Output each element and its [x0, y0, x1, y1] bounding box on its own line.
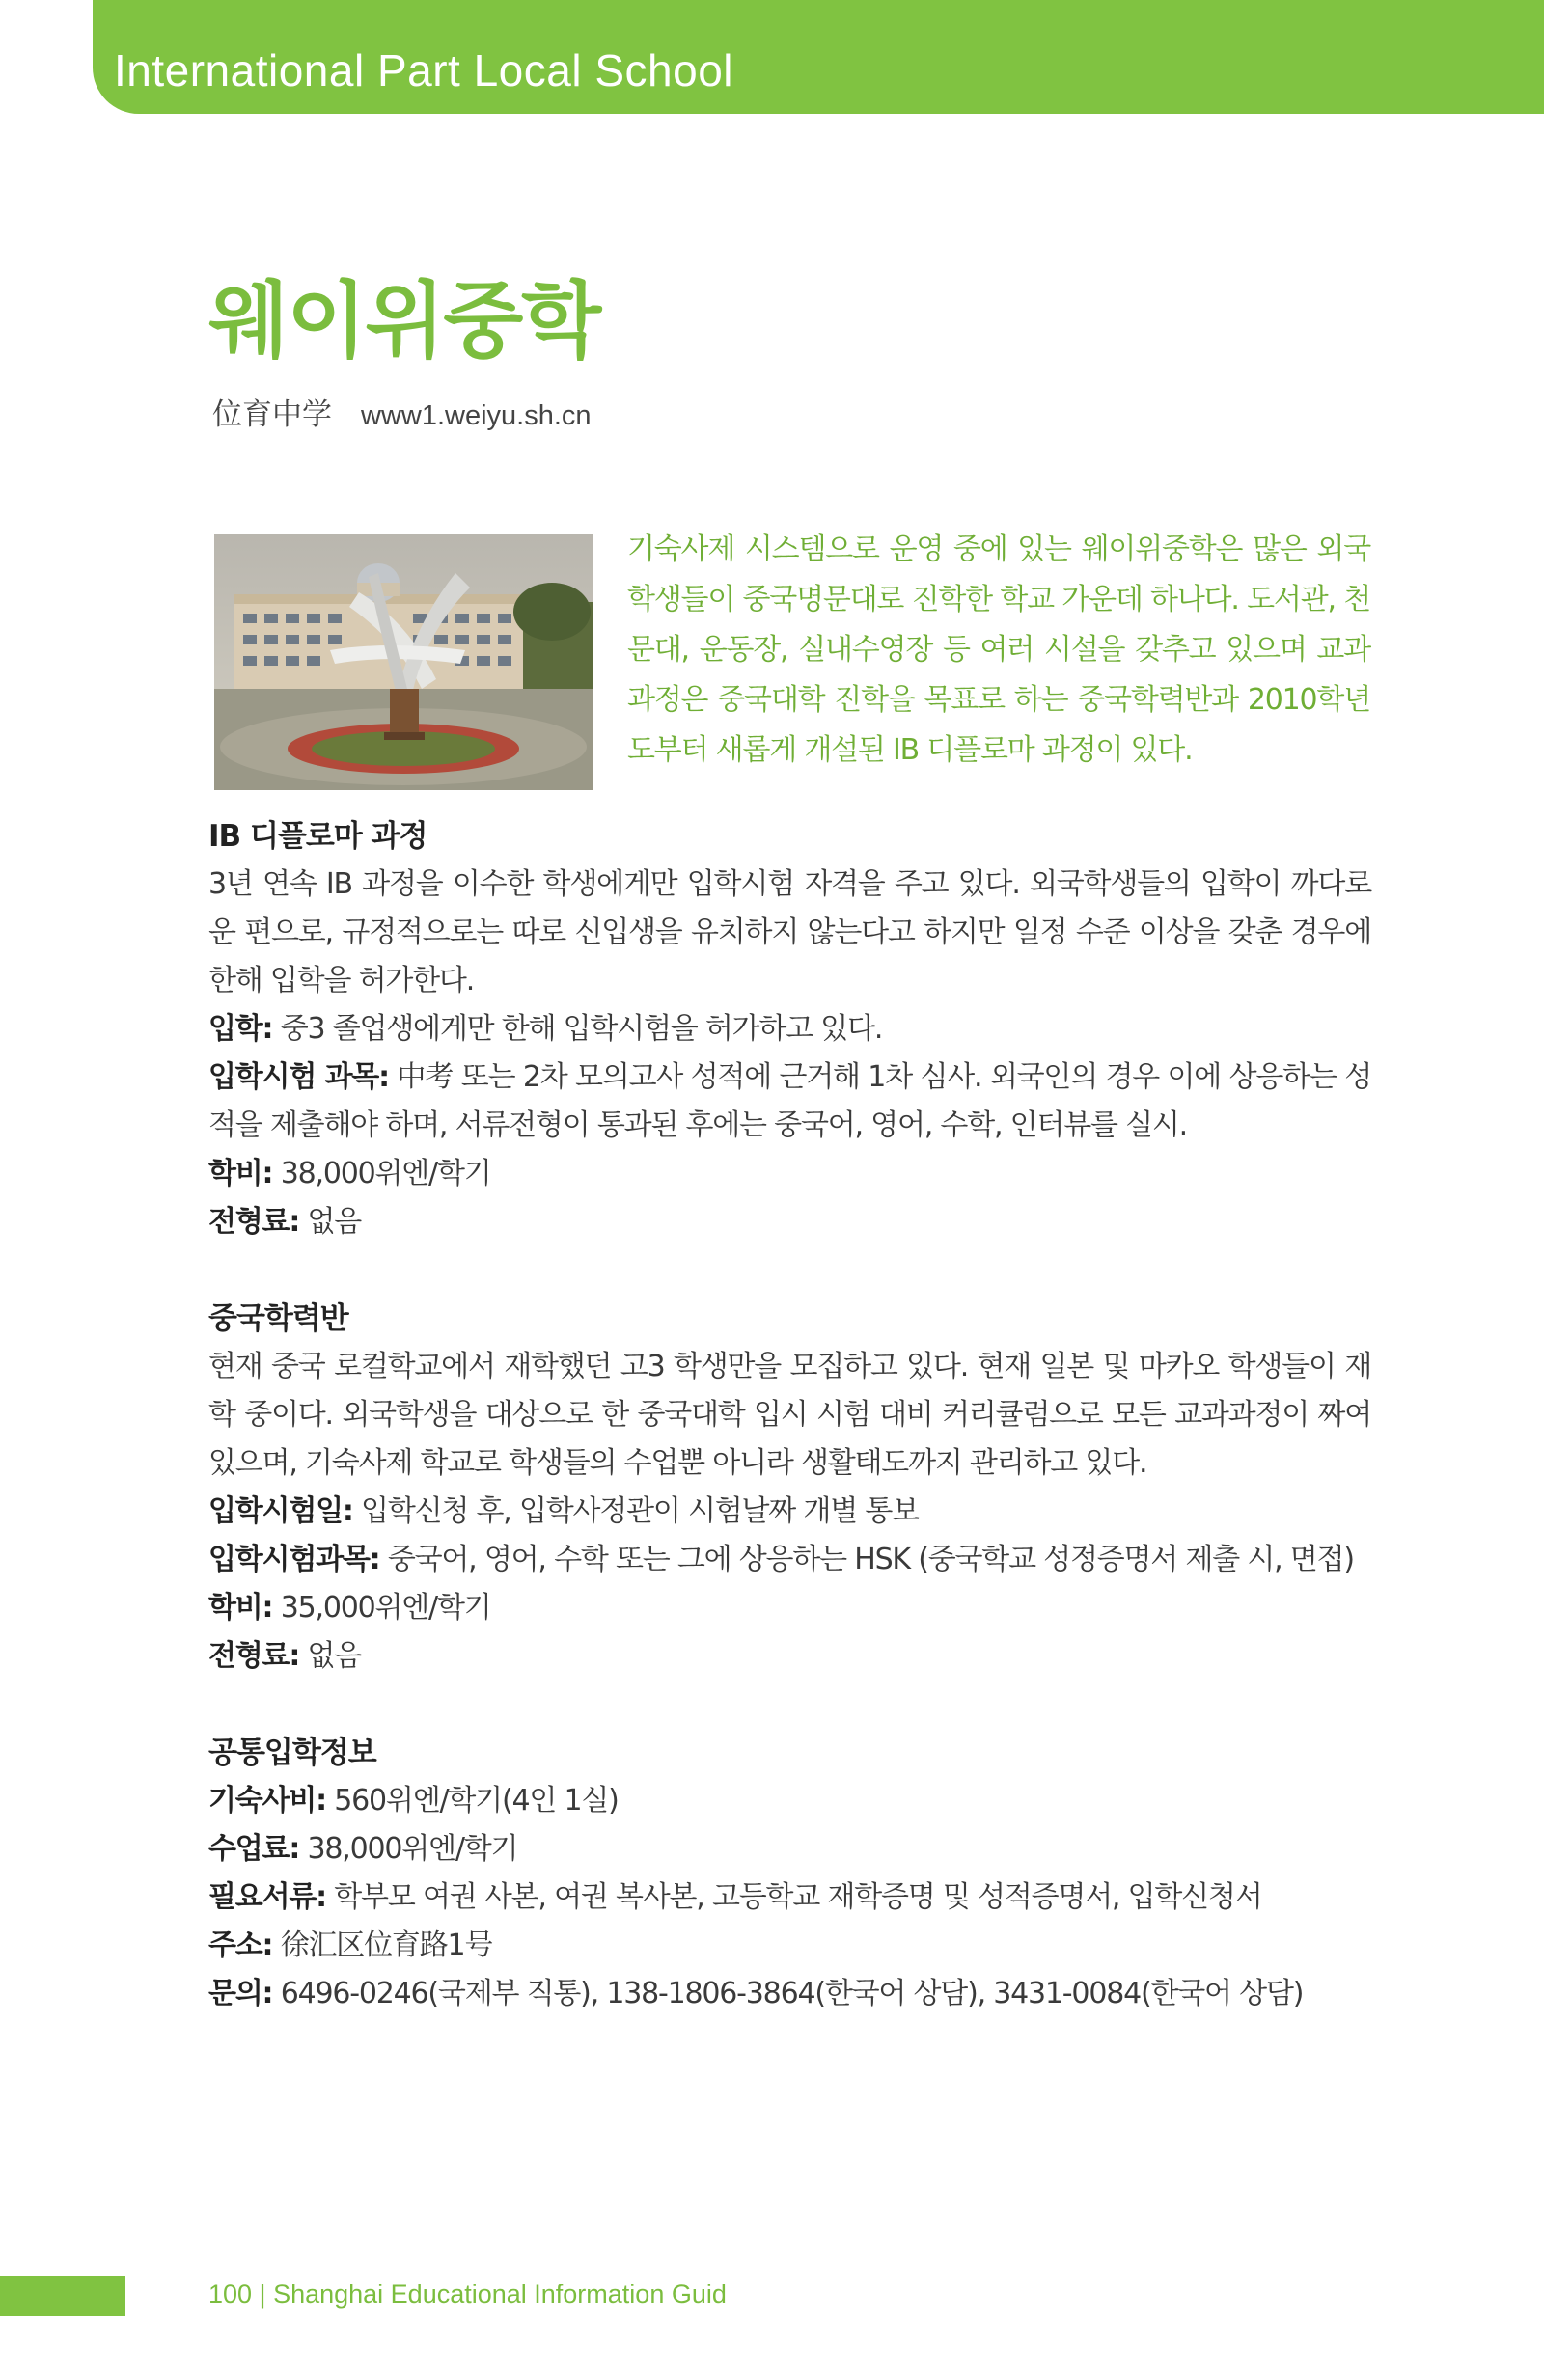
intro-paragraph: 기숙사제 시스템으로 운영 중에 있는 웨이위중학은 많은 외국학생들이 중국명문대로 진학한 학교 가운데 하나다. 도서관, 천문대, 운동장, 실내수영장 등 여러 시설을 갖추고 있으며 교과과정은 중국대학 진학을 목표로 하는 중국학력반과 2010학년도부터 새롭게 개설된 IB 디플로마 과정이 있다.	[627, 533, 1370, 767]
chinese-body: 현재 중국 로컬학교에서 재학했던 고3 학생만을 모집하고 있다. 현재 일본 및 마카오 학생들이 재학 중이다. 외국학생을 대상으로 한 중국대학 입시 시험 대비 커리큘럼으로 모든 교과과정이 짜여 있으며, 기숙사제 학교로 학생들의 수업뿐 아니라 생활태도까지 관리하고 있다.	[208, 1350, 1371, 1480]
section-gap	[208, 1681, 1371, 1729]
common-heading: 공통입학정보	[208, 1736, 376, 1770]
school-subtitle	[212, 390, 592, 433]
common-dorm: 기숙사비: 560위엔/학기(4인 1실)	[208, 1784, 619, 1818]
chinese-tuition: 학비: 35,000위엔/학기	[208, 1591, 491, 1625]
section-gap	[208, 1246, 1371, 1295]
main-content	[208, 812, 1371, 2018]
footer-bar	[0, 2276, 125, 2316]
ib-admission: 입학: 중3 졸업생에게만 한해 입학시험을 허가하고 있다.	[208, 1012, 883, 1046]
school-photo-illustration	[214, 534, 593, 790]
common-docs: 필요서류: 학부모 여권 사본, 여권 복사본, 고등학교 재학증명 및 성적증명서, 입학신청서	[208, 1880, 1262, 1914]
school-name: 웨이위중학	[208, 273, 600, 369]
school-name-chinese: 位育中学	[212, 397, 332, 432]
ib-tuition: 학비: 38,000위엔/학기	[208, 1157, 491, 1190]
ib-body: 3년 연속 IB 과정을 이수한 학생에게만 입학시험 자격을 주고 있다. 외국학생들의 입학이 까다로운 편으로, 규정적으로는 따로 신입생을 유치하지 않는다고 하지만 일정 수준 이상을 갖춘 경우에 한해 입학을 허가한다.	[208, 867, 1371, 998]
ib-exam: 입학시험 과목: 中考 또는 2차 모의고사 성적에 근거해 1차 심사. 외국인의 경우 이에 상응하는 성적을 제출해야 하며, 서류전형이 통과된 후에는 중국어, 영어, 수학, 인터뷰를 실시.	[208, 1060, 1371, 1142]
chinese-heading: 중국학력반	[208, 1301, 348, 1336]
school-url: www1.weiyu.sh.cn	[361, 400, 592, 431]
common-address: 주소: 徐汇区位育路1号	[208, 1929, 493, 1962]
chinese-subjects: 입학시험과목: 중국어, 영어, 수학 또는 그에 상응하는 HSK (중국학교 성정증명서 제출 시, 면접)	[208, 1543, 1354, 1576]
footer-page-info: 100 | Shanghai Educational Information Guid	[208, 2280, 727, 2309]
header-title: International Part Local School	[114, 45, 734, 96]
common-contact: 문의: 6496-0246(국제부 직통), 138-1806-3864(한국어 상담), 3431-0084(한국어 상담)	[208, 1977, 1304, 2011]
chinese-fee: 전형료: 없음	[208, 1639, 362, 1673]
common-class-fee: 수업료: 38,000위엔/학기	[208, 1832, 518, 1866]
ib-fee: 전형료: 없음	[208, 1205, 362, 1239]
chinese-exam-date: 입학시험일: 입학신청 후, 입학사정관이 시험날짜 개별 통보	[208, 1494, 919, 1528]
ib-heading: IB 디플로마 과정	[208, 819, 427, 854]
school-photo	[214, 534, 593, 790]
